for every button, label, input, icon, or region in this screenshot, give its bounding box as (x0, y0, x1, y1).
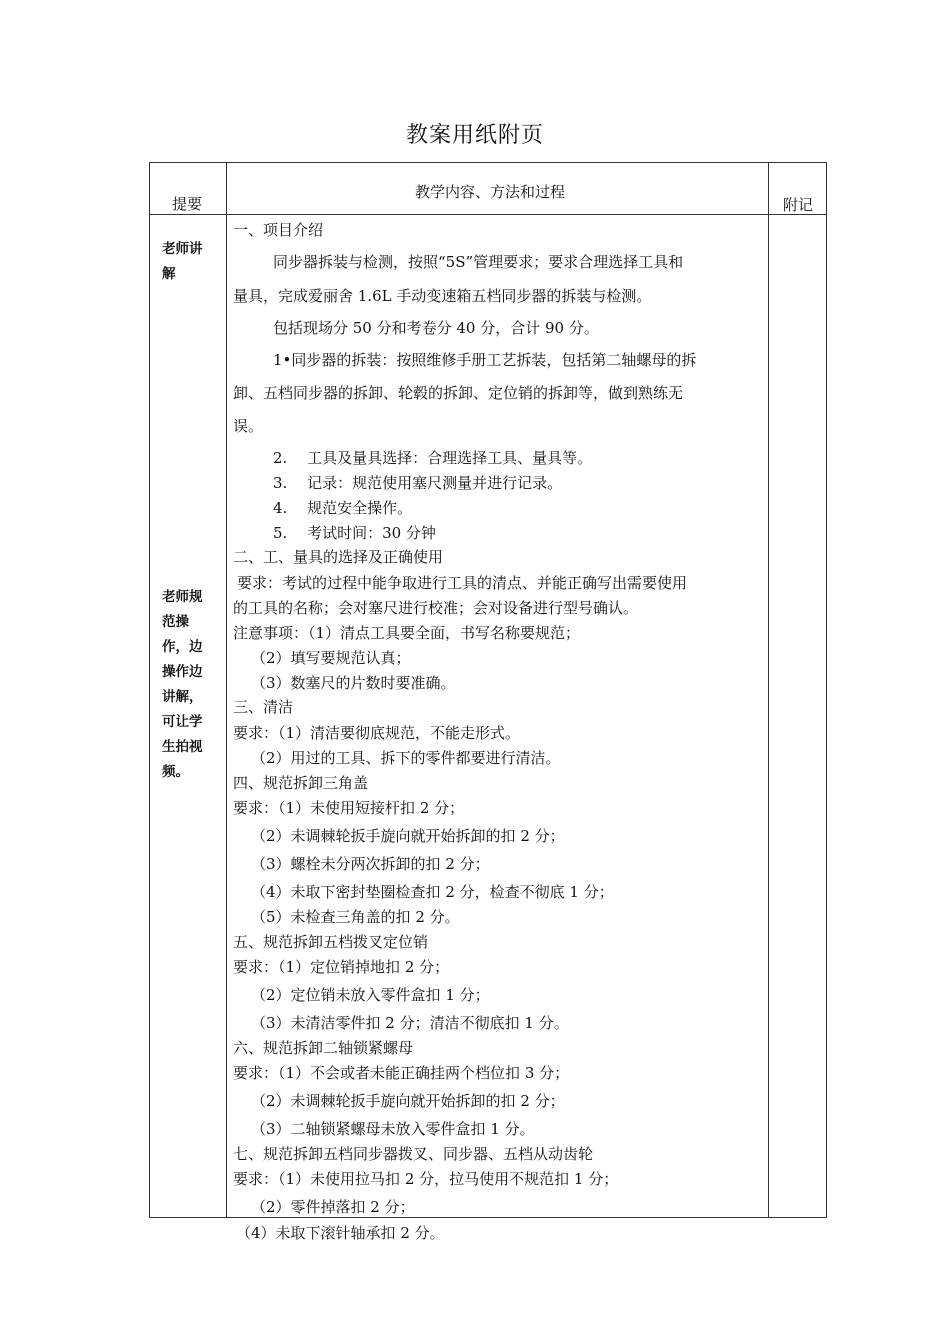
content-line: 同步器拆装与检测，按照“5S”管理要求；要求合理选择工具和 (273, 253, 684, 271)
content-line: （2）零件掉落扣 2 分； (251, 1198, 415, 1216)
content-line: 要求：（1）未使用短接杆扣 2 分； (233, 799, 465, 817)
content-line: 误。 (233, 417, 264, 435)
content-line: 量具，完成爱丽舍 1.6L 手动变速箱五档同步器的拆装与检测。 (233, 287, 652, 305)
content-line: 要求：（1）未使用拉马扣 2 分，拉马使用不规范扣 1 分； (233, 1170, 619, 1188)
content-line: 4. 规范安全操作。 (273, 499, 413, 517)
header-divider (150, 214, 826, 215)
side-note-line: 可让学 (162, 714, 203, 730)
content-line: 要求：考试的过程中能争取进行工具的清点、并能正确写出需要使用 (237, 574, 688, 592)
content-line: （5）未检查三角盖的扣 2 分。 (251, 908, 460, 926)
header-content: 教学内容、方法和过程 (415, 183, 566, 201)
section-heading: 四、规范拆卸三角盖 (233, 774, 369, 792)
side-note-line: 解 (162, 266, 176, 282)
content-line: （3）未清洁零件扣 2 分；清洁不彻底扣 1 分。 (251, 1014, 569, 1032)
content-line: （2）填写要规范认真； (251, 649, 411, 667)
content-line: 要求：（1）清洁要彻底规范，不能走形式。 (233, 724, 521, 742)
page-title: 教案用纸附页 (405, 123, 544, 148)
header-notes: 附记 (783, 196, 814, 214)
content-line: （2）用过的工具、拆下的零件都要进行清洁。 (251, 749, 561, 767)
content-line: 的工具的名称；会对塞尺进行校准；会对设备进行型号确认。 (233, 599, 639, 617)
side-note-line: 范操 (162, 614, 189, 630)
side-note-line: 讲解， (162, 689, 203, 705)
content-line: 包括现场分 50 分和考卷分 40 分，合计 90 分。 (273, 319, 599, 337)
content-line: 卸、五档同步器的拆卸、轮毂的拆卸、定位销的拆卸等，做到熟练无 (233, 384, 684, 402)
side-note-line: 作，边 (162, 639, 203, 655)
side-note-lecture (162, 237, 222, 287)
content-line: （3）螺栓未分两次拆卸的扣 2 分； (251, 855, 490, 873)
content-line: 5. 考试时间：30 分钟 (273, 524, 436, 542)
content-line: 注意事项：（1）清点工具要全面，书写名称要规范； (233, 624, 581, 642)
content-line: 3. 记录：规范使用塞尺测量并进行记录。 (273, 474, 563, 492)
content-line: 要求：（1）不会或者未能正确挂两个档位扣 3 分； (233, 1064, 570, 1082)
column-divider (768, 163, 769, 1217)
content-line: 要求：（1）定位销掉地扣 2 分； (233, 958, 450, 976)
side-note-line: 生拍视 (162, 739, 203, 755)
side-note-line: 老师讲 (162, 241, 203, 257)
header-summary: 提要 (172, 195, 203, 213)
content-line: （2）定位销未放入零件盒扣 1 分； (251, 986, 490, 1004)
content-line: （2）未调棘轮扳手旋向就开始拆卸的扣 2 分； (251, 1092, 565, 1110)
section-heading: 六、规范拆卸二轴锁紧螺母 (233, 1039, 414, 1057)
side-note-line: 老师规 (162, 589, 203, 605)
side-note-line: 操作边 (162, 664, 203, 680)
content-line: （3）二轴锁紧螺母未放入零件盒扣 1 分。 (251, 1120, 535, 1138)
content-line: （2）未调棘轮扳手旋向就开始拆卸的扣 2 分； (251, 827, 565, 845)
section-heading: 二、工、量具的选择及正确使用 (233, 548, 444, 566)
section-heading: 七、规范拆卸五档同步器拨叉、同步器、五档从动齿轮 (233, 1145, 594, 1163)
side-note-line: 频。 (162, 764, 189, 780)
overflow-line: （4）未取下滚针轴承扣 2 分。 (236, 1224, 445, 1242)
content-line: （3）数塞尺的片数时要准确。 (251, 674, 456, 692)
content-line: 1•同步器的拆装：按照维修手册工艺拆装，包括第二轴螺母的拆 (273, 351, 697, 369)
lesson-table (149, 162, 827, 1218)
column-divider (226, 163, 227, 1217)
section-heading: 五、规范拆卸五档拨叉定位销 (233, 933, 429, 951)
content-line: （4）未取下密封垫圈检查扣 2 分，检查不彻底 1 分； (251, 883, 614, 901)
content-line: 2. 工具及量具选择：合理选择工具、量具等。 (273, 449, 593, 467)
side-note-demo (162, 585, 222, 785)
section-heading: 一、项目介绍 (233, 221, 324, 239)
section-heading: 三、清洁 (233, 698, 294, 716)
